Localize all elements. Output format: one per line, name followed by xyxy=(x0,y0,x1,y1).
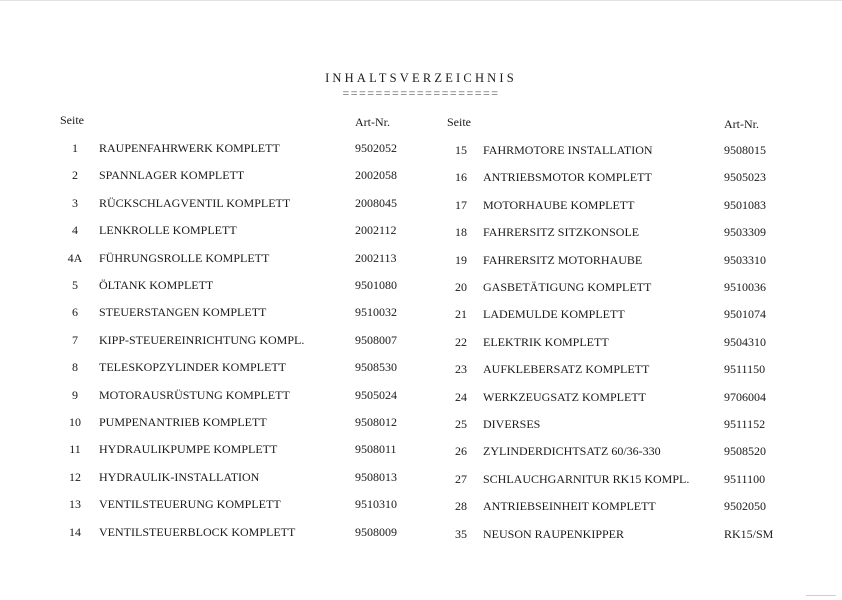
index-row-seite: 4A xyxy=(67,250,83,265)
index-row-art-nr: 9508009 xyxy=(355,524,397,539)
index-row-art-nr: 9511152 xyxy=(724,417,766,431)
index-row-art-nr: 9502052 xyxy=(355,141,397,155)
index-row-name: SCHLAUCHGARNITUR RK15 KOMPL. xyxy=(483,471,690,486)
index-row-name: TELESKOPZYLINDER KOMPLETT xyxy=(99,360,286,375)
index-row-art-nr: 9511100 xyxy=(724,471,766,486)
index-row-name: ELEKTRIK KOMPLETT xyxy=(483,334,609,349)
index-row-name: FAHRERSITZ MOTORHAUBE xyxy=(483,252,643,267)
index-row-seite: 25 xyxy=(455,417,467,431)
index-row-name: ÖLTANK KOMPLETT xyxy=(99,278,214,292)
index-row-seite: 21 xyxy=(455,307,467,322)
index-row-name: FAHRERSITZ SITZKONSOLE xyxy=(483,225,640,240)
index-row-art-nr: 9510036 xyxy=(724,280,766,294)
index-row-name: GASBETÄTIGUNG KOMPLETT xyxy=(483,280,652,294)
index-row-art-nr: 2002058 xyxy=(355,168,397,183)
index-row-seite: 5 xyxy=(72,278,78,292)
index-row-name: DIVERSES xyxy=(483,417,541,431)
left-header-seite: Seite xyxy=(60,113,84,127)
scan-bottom-mark xyxy=(806,595,836,596)
index-row-seite: 13 xyxy=(69,497,81,512)
index-row-seite: 18 xyxy=(455,225,467,240)
index-row-art-nr: 9508007 xyxy=(355,332,397,347)
index-row-seite: 35 xyxy=(455,526,467,541)
index-row-seite: 6 xyxy=(72,305,78,320)
index-row-name: RÜCKSCHLAGVENTIL KOMPLETT xyxy=(99,195,291,210)
index-row-name: VENTILSTEUERBLOCK KOMPLETT xyxy=(99,524,296,539)
index-row-seite: 15 xyxy=(455,143,467,157)
index-row-seite: 2 xyxy=(72,168,78,183)
index-row-name: HYDRAULIKPUMPE KOMPLETT xyxy=(99,442,278,457)
page-title: INHALTSVERZEICHNIS xyxy=(325,71,517,85)
index-row-art-nr: 9706004 xyxy=(724,389,766,404)
index-row-name: LADEMULDE KOMPLETT xyxy=(483,307,625,322)
index-row-name: RAUPENFAHRWERK KOMPLETT xyxy=(99,141,280,155)
index-row-seite: 14 xyxy=(69,524,81,539)
index-row-seite: 3 xyxy=(72,195,78,210)
index-row-seite: 24 xyxy=(455,389,467,404)
index-row-name: KIPP-STEUEREINRICHTUNG KOMPL. xyxy=(99,332,305,347)
index-row-name: AUFKLEBERSATZ KOMPLETT xyxy=(483,362,650,377)
index-row-art-nr: 9508013 xyxy=(355,469,397,484)
index-row-art-nr: 9508015 xyxy=(724,143,766,157)
index-row-name: SPANNLAGER KOMPLETT xyxy=(99,168,245,183)
index-row-art-nr: 2002113 xyxy=(355,250,397,265)
index-row-art-nr: 9501083 xyxy=(724,197,766,212)
index-row-name: ANTRIEBSMOTOR KOMPLETT xyxy=(483,170,652,185)
index-row-name: WERKZEUGSATZ KOMPLETT xyxy=(483,389,646,404)
index-row-name: NEUSON RAUPENKIPPER xyxy=(483,526,625,541)
index-row-art-nr: 9508012 xyxy=(355,415,397,429)
index-row-art-nr: 9508520 xyxy=(724,444,766,459)
left-header-art-nr: Art-Nr. xyxy=(355,115,390,129)
index-row-art-nr: RK15/SM xyxy=(724,526,774,541)
title-underline: =================== xyxy=(342,86,500,100)
index-row-seite: 20 xyxy=(455,280,467,294)
index-row-seite: 22 xyxy=(455,334,467,349)
right-header-art-nr: Art-Nr. xyxy=(724,117,759,131)
index-row-seite: 10 xyxy=(69,415,81,429)
index-row-seite: 4 xyxy=(72,223,78,238)
index-row-seite: 17 xyxy=(455,197,467,212)
index-row-art-nr: 9508011 xyxy=(355,442,397,457)
index-row-art-nr: 9510032 xyxy=(355,305,397,320)
index-row-seite: 23 xyxy=(455,362,467,377)
index-row-seite: 11 xyxy=(69,442,81,457)
index-row-name: PUMPENANTRIEB KOMPLETT xyxy=(99,415,267,429)
index-row-seite: 28 xyxy=(455,499,467,514)
index-row-art-nr: 9502050 xyxy=(724,499,766,514)
index-row-art-nr: 9501074 xyxy=(724,307,766,322)
index-row-name: FAHRMOTORE INSTALLATION xyxy=(483,143,653,157)
index-row-art-nr: 2002112 xyxy=(355,223,397,238)
index-row-seite: 7 xyxy=(72,332,78,347)
index-row-name: HYDRAULIK-INSTALLATION xyxy=(99,469,260,484)
index-row-seite: 27 xyxy=(455,471,467,486)
scan-top-edge xyxy=(0,0,842,1)
index-row-name: MOTORHAUBE KOMPLETT xyxy=(483,197,635,212)
index-row-art-nr: 9505024 xyxy=(355,387,397,402)
index-row-art-nr: 9503310 xyxy=(724,252,766,267)
index-row-name: ANTRIEBSEINHEIT KOMPLETT xyxy=(483,499,656,514)
index-row-seite: 16 xyxy=(455,170,467,185)
index-row-seite: 19 xyxy=(455,252,467,267)
index-row-name: ZYLINDERDICHTSATZ 60/36-330 xyxy=(483,444,661,459)
index-row-seite: 12 xyxy=(69,469,81,484)
index-row-art-nr: 9505023 xyxy=(724,170,766,185)
right-header-seite: Seite xyxy=(447,115,471,129)
index-row-name: STEUERSTANGEN KOMPLETT xyxy=(99,305,267,320)
index-row-name: FÜHRUNGSROLLE KOMPLETT xyxy=(99,250,270,265)
index-row-name: LENKROLLE KOMPLETT xyxy=(99,223,237,238)
index-row-seite: 9 xyxy=(72,387,78,402)
index-row-art-nr: 9511150 xyxy=(724,362,766,377)
index-row-art-nr: 9508530 xyxy=(355,360,397,375)
index-row-art-nr: 9510310 xyxy=(355,497,397,512)
index-row-seite: 1 xyxy=(72,141,78,155)
index-row-name: VENTILSTEUERUNG KOMPLETT xyxy=(99,497,281,512)
index-row-art-nr: 2008045 xyxy=(355,195,397,210)
index-row-name: MOTORAUSRÜSTUNG KOMPLETT xyxy=(99,387,290,402)
index-row-art-nr: 9501080 xyxy=(355,278,397,292)
index-row-art-nr: 9504310 xyxy=(724,334,766,349)
index-row-seite: 26 xyxy=(455,444,467,459)
index-row-seite: 8 xyxy=(72,360,78,375)
index-row-art-nr: 9503309 xyxy=(724,225,766,240)
